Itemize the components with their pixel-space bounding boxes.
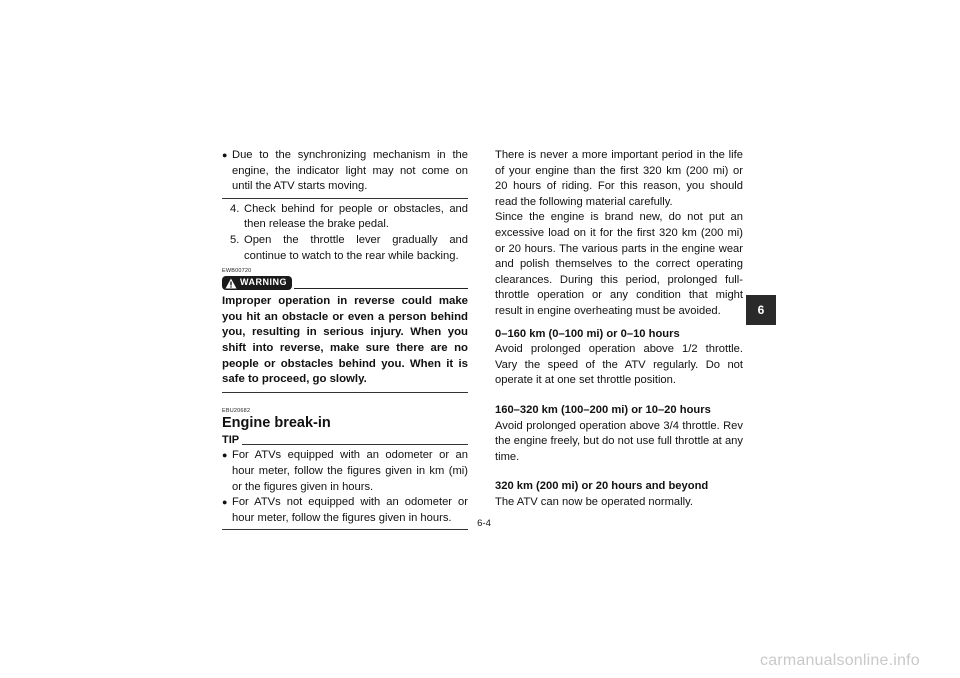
section-text: Avoid prolonged operation above 3/4 throttle. Rev the engine freely, but do not use full throttle at any time. [495,419,743,463]
step-item [222,202,468,233]
left-column [222,148,468,530]
warning-badge [222,276,292,290]
warning-header [222,276,468,290]
list-item [222,148,468,195]
bullet-icon: ● [222,497,228,508]
step-number: 5. [230,233,240,246]
bullet-icon: ● [222,450,228,461]
spacer [495,320,743,327]
tip-header [222,433,468,449]
tip-text: For ATVs equipped with an odometer or an hour meter, follow the figures given in km (mi) or the figures given in hours. [232,449,468,493]
step-text: Check behind for people or obstacles, and then release the brake pedal. [244,202,468,231]
step-text: Open the throttle lever gradually and continue to watch to the rear while backing. [244,233,468,262]
tip-text: For ATVs not equipped with an odometer or hour meter, follow the figures given in hours. [232,496,468,524]
subheading: 0–160 km (0–100 mi) or 0–10 hours [495,327,680,340]
section-text: The ATV can now be operated normally. [495,495,693,508]
section-code: EBU20682 [222,407,251,414]
step-number: 4. [230,202,240,215]
section-title: Engine break-in [222,414,331,431]
list-item [222,495,468,526]
chapter-tab: 6 [746,295,776,325]
warning-rule [294,288,468,289]
bullet-text: Due to the synchronizing mechanism in the engine, the indicator light may not come on until the ATV starts moving. [232,149,468,193]
warning-label: WARNING [240,277,287,288]
divider [222,198,468,199]
tip-rule [242,444,468,445]
watermark: carmanualsonline.info [760,652,920,669]
warning-text: Improper operation in reverse could make you hit an obstacle or even a person behind you, resulting in serious injury. When you shift into reverse, make sure there are no people or obstacles behind you. When it is safe to proceed, go slowly. [222,295,468,386]
bullet-icon: ● [222,150,228,160]
tip-label: TIP [222,433,240,446]
subheading: 160–320 km (100–200 mi) or 10–20 hours [495,403,711,416]
intro-paragraph: There is never a more important period in the life of your engine than the first 320 km (200 mi) or 20 hours of riding. For this reason, you should read the following material carefully. [495,149,743,208]
right-column [495,148,743,510]
intro-paragraph: Since the engine is brand new, do not put an excessive load on it for the first 320 km (200 mi) or 20 hours. The various parts in the engine wear and polish themselves to the correct operating clearances. During this period, prolonged full-throttle operation or any condition that might result in engine overheating must be avoided. [495,211,743,317]
list-item [222,448,468,495]
warning-code: EWB00720 [222,268,252,275]
page-number: 6-4 [477,518,491,529]
warning-triangle-icon [225,278,237,289]
divider [222,392,468,393]
step-item [222,233,468,264]
spacer [495,389,743,403]
spacer [495,465,743,479]
section-text: Avoid prolonged operation above 1/2 throttle. Vary the speed of the ATV regularly. Do not operate it at one set throttle position. [495,343,743,387]
divider [222,529,468,530]
subheading: 320 km (200 mi) or 20 hours and beyond [495,480,709,493]
